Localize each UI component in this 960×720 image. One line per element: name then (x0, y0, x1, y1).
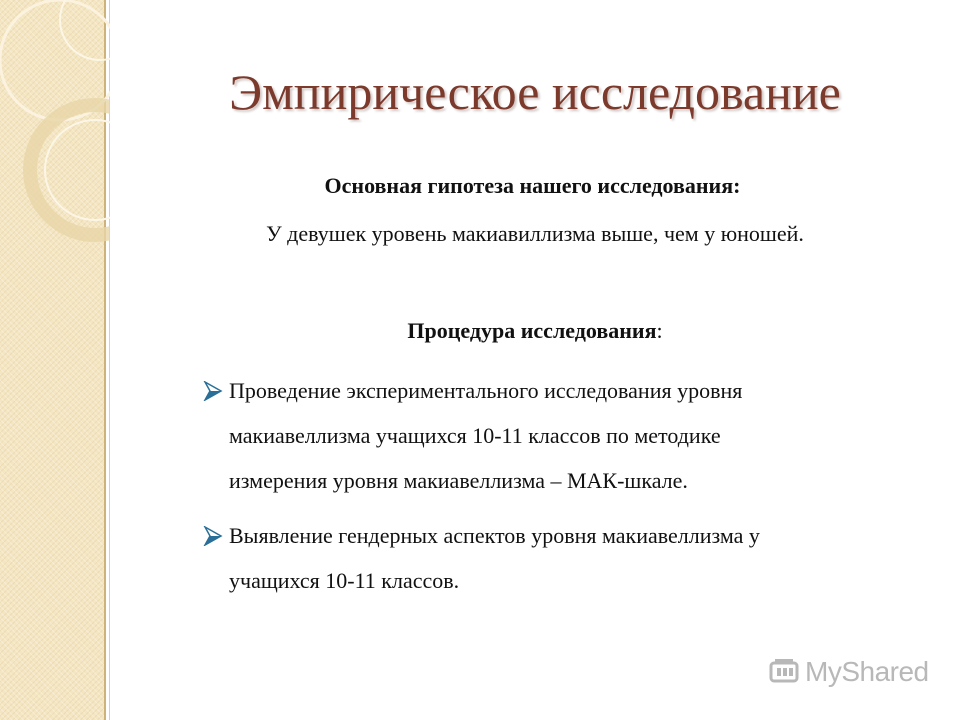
procedure-list (203, 368, 883, 613)
hypothesis-text: У девушек уровень макиавиллизма выше, чем у юношей. (266, 221, 804, 246)
watermark-text: MyShared (805, 656, 929, 687)
hypothesis-heading: Основная гипотеза нашего исследования: (324, 173, 741, 198)
arrow-bullet-icon (203, 381, 223, 401)
list-item-line: учащихся 10-11 классов. (229, 568, 460, 593)
arrow-bullet-icon (203, 526, 223, 546)
list-item-line: макиавеллизма учащихся 10-11 классов по методике (229, 423, 721, 448)
list-item (203, 368, 883, 503)
myshared-logo-icon (767, 655, 801, 689)
procedure-heading-colon: : (656, 318, 663, 343)
list-item-line: Выявление гендерных аспектов уровня макиавеллизма у (229, 523, 760, 548)
list-item-line: измерения уровня макиавеллизма – МАК-шкале. (229, 468, 688, 493)
decorative-circles-icon (0, 0, 110, 260)
list-item-line: Проведение экспериментального исследования уровня (229, 378, 743, 403)
procedure-heading (110, 316, 960, 346)
slide-title: Эмпирическое исследование (229, 64, 841, 120)
watermark (767, 652, 937, 692)
procedure-heading-label: Процедура исследования (407, 318, 657, 343)
list-item (203, 513, 883, 603)
